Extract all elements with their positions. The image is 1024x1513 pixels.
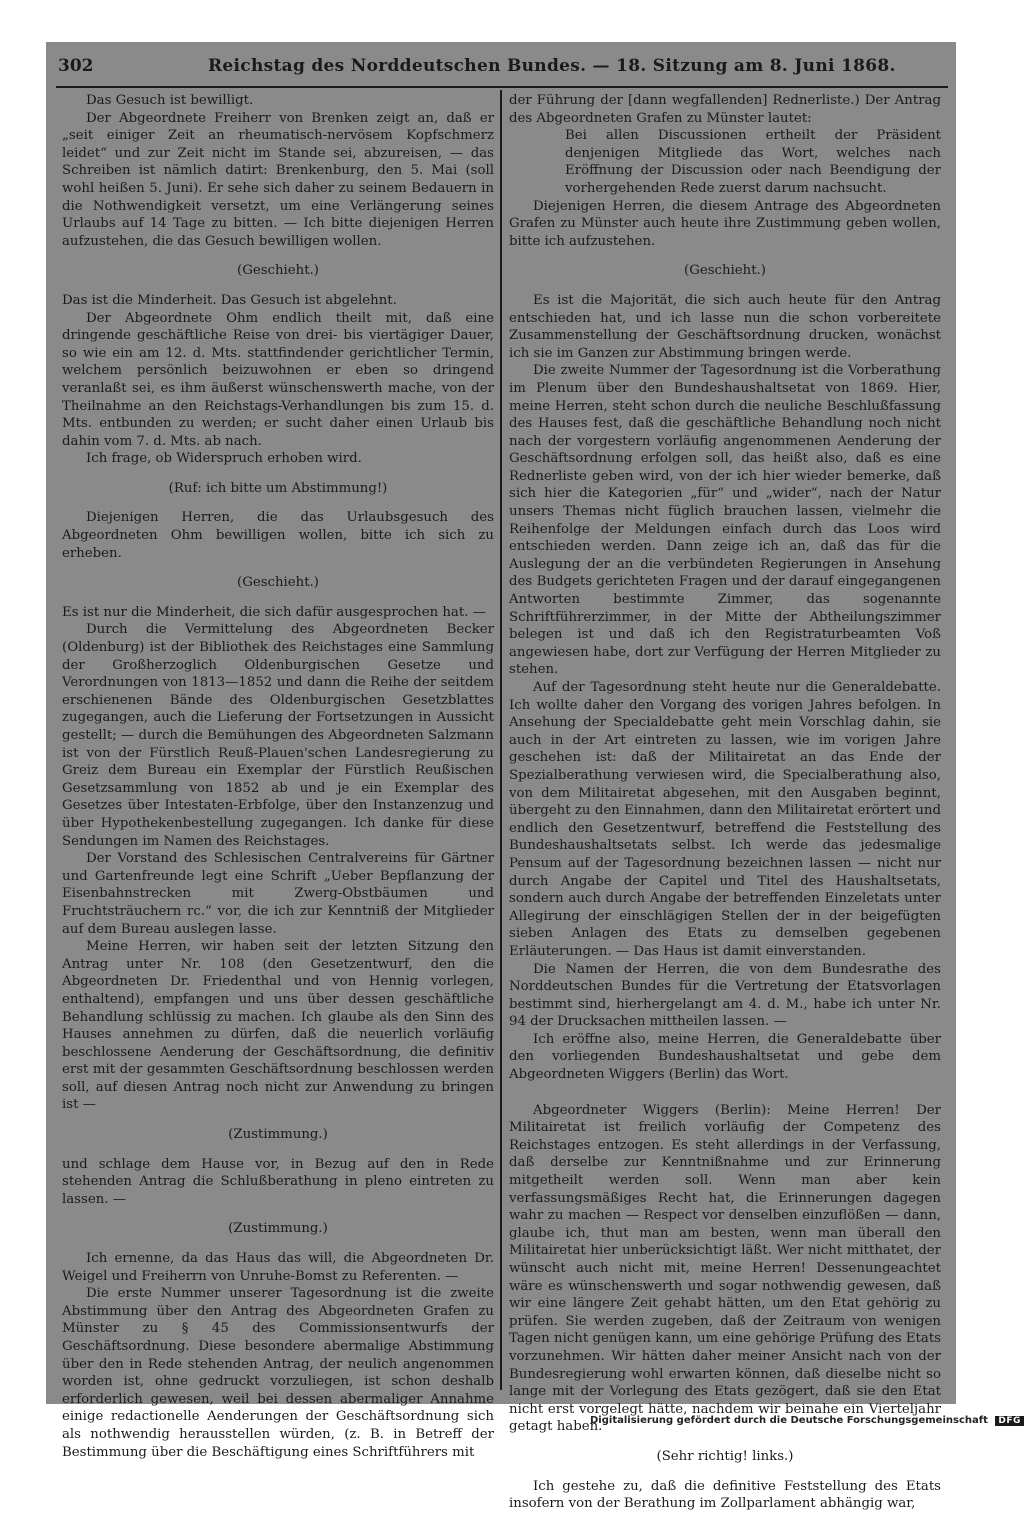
- paragraph: Ich frage, ob Widerspruch erhoben wird.: [86, 451, 362, 467]
- stage-direction: (Ruf: ich bitte um Abstimmung!): [168, 480, 388, 496]
- paragraph: der Führung der [dann wegfallenden] Rednerliste.) Der Antrag des Abgeordneten Grafen zu Münster lautet:: [509, 93, 941, 126]
- paragraph: Der Abgeordnete Ohm endlich theilt mit, daß eine dringende geschäftliche Reise von drei- bis viertägiger Dauer, so wie ein am 12. d. Mts. stattfindender gerichtlicher Termin, welchem persönlich beizuwohnen er eben so dringend veranlaßt sei, es ihm äußerst wünschenswerth mache, von der Theilnahme an den Reichstags-Verhandlungen bis zum 15. d. Mts. entbunden zu werden; er sucht daher einen Urlaub bis dahin vom 7. d. Mts. ab nach.: [62, 310, 494, 449]
- footer-credit: Digitalisierung gefördert durch die Deutsche Forschungsgemeinschaft: [590, 1415, 988, 1426]
- column-divider: [500, 90, 502, 1390]
- paragraph: Das ist die Minderheit. Das Gesuch ist abgelehnt.: [62, 292, 397, 308]
- paragraph: Es ist nur die Minderheit, die sich dafür ausgesprochen hat. —: [62, 604, 486, 620]
- paragraph: Auf der Tagesordnung steht heute nur die Generaldebatte. Ich wollte daher den Vorgang des vorigen Jahres befolgen. In Ansehung der Specialdebatte geht mein Vorschlag dahin, sie auch in der Art eintreten zu lassen, wie im vorigen Jahre geschehen ist: daß der Militairetat an das Ende der Spezialberathung verwiesen wird, die Specialberathung also, von dem Militairetat abgesehen, mit den Ausgaben beginnt, übergeht zu den Einnahmen, dann den Militairetat erörtert und endlich den Gesetzentwurf, betreffend die Feststellung des Bundeshaushaltsetats selbst. Ich werde das jedesmalige Pensum auf der Tagesordnung bezeichnen lassen — nicht nur durch Angabe der Capitel und Titel des Haushaltsetats, sondern auch durch Angabe der betreffenden Einzeletats unter Allegirung der einschlägigen Stellen der in der beigefügten sieben Anlagen des Etats zu demselben gegebenen Erläuterungen. — Das Haus ist damit einverstanden.: [509, 680, 941, 959]
- page-footer: [590, 1415, 1021, 1429]
- paragraph: und schlage dem Hause vor, in Bezug auf den in Rede stehenden Antrag die Schlußberathung in pleno eintreten zu lassen. —: [62, 1156, 494, 1207]
- paragraph: Die erste Nummer unserer Tagesordnung ist die zweite Abstimmung über den Antrag des Abgeordneten Grafen zu Münster zu § 45 des Commissionsentwurfs der Geschäftsordnung. Diese besondere abermalige Abstimmung über den in Rede stehenden Antrag, der neulich angenommen worden ist, ohne gedruckt vorzuliegen, ist schon deshalb erforderlich gewesen, weil bei dessen abermaliger Annahme einige redactionelle Aenderungen der Geschäftsordnung sich als nothwendig herausstellen würden, (z. B. in Betreff der Bestimmung über die Beschäftigung eines Schriftführers mit: [62, 1286, 494, 1460]
- paragraph: Durch die Vermittelung des Abgeordneten Becker (Oldenburg) ist der Bibliothek des Reichstages eine Sammlung der Großherzoglich Oldenburgischen Gesetze und Verordnungen von 1813—1852 und dann die Reihe der seitdem erschienenen Bände des Oldenburgischen Gesetzblattes zugegangen, auch die Lieferung der Fortsetzungen in Aussicht gestellt; — durch die Bemühungen des Abgeordneten Salzmann ist von der Fürstlich Reuß-Plauen'schen Landesregierung zu Greiz dem Bureau ein Exemplar der Fürstlich Reußischen Gesetzsammlung von 1852 ab und je ein Exemplar des Gesetzes über Intestaten-Erbfolge, über den Instanzenzug und über Hypothekenbestellung zugegangen. Ich danke für diese Sendungen im Namen des Reichstages.: [62, 622, 494, 849]
- stage-direction: (Sehr richtig! links.): [656, 1448, 794, 1464]
- page-header: [58, 56, 948, 84]
- stage-direction: (Geschieht.): [237, 575, 319, 591]
- stage-direction: (Zustimmung.): [228, 1127, 328, 1143]
- page-number: 302: [58, 56, 94, 76]
- paragraph: Ich ernenne, da das Haus das will, die Abgeordneten Dr. Weigel und Freiherrn von Unruhe-Bomst zu Referenten. —: [62, 1251, 494, 1284]
- paragraph: Ich gestehe zu, daß die definitive Feststellung des Etats insofern von der Berathung im Zollparlament abhängig war,: [509, 1478, 941, 1512]
- header-rule: [56, 86, 948, 88]
- stage-direction: (Geschieht.): [684, 263, 766, 279]
- left-column: [62, 92, 494, 1460]
- paragraph: Diejenigen Herren, die das Urlaubsgesuch des Abgeordneten Ohm bewilligen wollen, bitte ich sich zu erheben.: [62, 510, 494, 561]
- paragraph: Meine Herren, wir haben seit der letzten Sitzung den Antrag unter Nr. 108 (den Gesetzentwurf, den die Abgeordneten Dr. Friedenthal und von Hennig vorlegen, enthaltend), empfangen und uns über dessen geschäftliche Behandlung schlüssig zu machen. Ich glaube als den Sinn des Hauses annehmen zu dürfen, daß die neuerlich vorläufig beschlossene Aenderung der Geschäftsordnung, die definitiv erst mit der gesammten Geschäftsordnung beschlossen werden soll, auf diesen Antrag noch nicht zur Anwendung zu bringen ist —: [62, 939, 494, 1113]
- dfg-logo: DFG: [995, 1416, 1024, 1426]
- paragraph: Es ist die Majorität, die sich auch heute für den Antrag entschieden hat, und ich lasse nun die schon vorbereitete Zusammenstellung der Geschäftsordnung drucken, wonächst ich sie im Ganzen zur Abstimmung bringen werde.: [509, 292, 941, 361]
- stage-direction: (Zustimmung.): [228, 1221, 328, 1237]
- paragraph: Bei allen Discussionen ertheilt der Präsident denjenigen Mitgliede das Wort, welches nach Eröffnung der Discussion oder nach Beendigung der vorhergehenden Rede zuerst darum nachsucht.: [565, 128, 941, 196]
- paragraph: Ich eröffne also, meine Herren, die Generaldebatte über den vorliegenden Bundeshaushaltsetat und gebe dem Abgeordneten Wiggers (Berlin) das Wort.: [509, 1031, 941, 1083]
- paragraph: Diejenigen Herren, die diesem Antrage des Abgeordneten Grafen zu Münster auch heute ihre Zustimmung geben wollen, bitte ich aufzustehen.: [509, 198, 941, 249]
- paragraph: Die zweite Nummer der Tagesordnung ist die Vorberathung im Plenum über den Bundeshaushaltsetat von 1869. Hier, meine Herren, steht schon durch die neuliche Beschlußfassung des Hauses fest, daß die geschäftliche Behandlung noch nicht nach der vorgestern vorläufig angenommenen Aenderung der Geschäftsordnung erfolgen soll, das heißt also, daß es eine Rednerliste geben wird, von der ich hier wieder bemerke, daß sich hier die Kategorien „für“ und „wider“, nach der Natur unsers Themas nicht füglich brauchen lassen, vielmehr die Reihenfolge der Meldungen einfach durch das Loos wird entschieden werden. Dann zeige ich an, daß das für die Auslegung der an die verbündeten Regierungen in Ansehung des Budgets gerichteten Fragen und der darauf eingegangenen Antworten bestimmte Zimmer, das sogenannte Schriftführerzimmer, in der Mitte der Abtheilungszimmer belegen ist und daß ich den Registraturbeamten Voß angewiesen habe, dort zur Verfügung der Herren Mitglieder zu stehen.: [509, 363, 941, 678]
- paragraph: Der Abgeordnete Freiherr von Brenken zeigt an, daß er „seit einiger Zeit an rheumatisch-nervösem Kopfschmerz leidet“ und zur Zeit nicht im Stande sei, abzureisen, — das Schreiben ist nämlich datirt: Brenkenburg, den 5. Mai (soll wohl heißen 5. Juni). Er sehe sich daher zu seinem Bedauern in die Nothwendigkeit versetzt, um eine Verlängerung seines Urlaubs auf 14 Tage zu bitten. — Ich bitte diejenigen Herren aufzustehen, die das Gesuch bewilligen wollen.: [62, 110, 494, 249]
- stage-direction: (Geschieht.): [237, 263, 319, 279]
- paragraph: Der Vorstand des Schlesischen Centralvereins für Gärtner und Gartenfreunde legt eine Schrift „Ueber Bepflanzung der Eisenbahnstrecken mit Zwerg-Obstbäumen und Fruchtsträuchern rc.“ vor, die ich zur Kenntniß der Mitglieder auf dem Bureau auslegen lasse.: [62, 851, 494, 937]
- running-title: Reichstag des Norddeutschen Bundes. — 18. Sitzung am 8. Juni 1868.: [208, 56, 896, 76]
- paragraph: Die Namen der Herren, die von dem Bundesrathe des Norddeutschen Bundes für die Vertretung der Etatsvorlagen bestimmt sind, hierhergelangt am 4. d. M., habe ich unter Nr. 94 der Drucksachen mittheilen lassen. —: [509, 961, 941, 1030]
- paragraph: Abgeordneter Wiggers (Berlin): Meine Herren! Der Militairetat ist freilich vorläufig der Competenz des Reichstages entzogen. Es steht allerdings in der Verfassung, daß derselbe zur Kenntnißnahme und zur Erinnerung mitgetheilt werden soll. Wenn man aber kein verfassungsmäßiges Recht hat, die Erinnerungen dagegen wahr zu machen — Respect vor denselben einzuflößen — dann, glaube ich, thut man am besten, wenn man überall den Militairetat hier unberücksichtigt läßt. Wer nicht mitthatet, der wünscht auch nicht mit, meine Herren! Dessenungeachtet wäre es wünschenswerth und sogar nothwendig gewesen, daß wir eine längere Zeit gehabt hätten, um den Etat gehörig zu prüfen. Sie werden zugeben, daß der Zeitraum von wenigen Tagen nicht genügen kann, um eine gehörige Prüfung des Etats vorzunehmen. Wir hätten daher meiner Ansicht nach von der Bundesregierung wohl erwarten können, daß dieselbe nicht so lange mit der Vorlegung des Etats gezögert, daß sie den Etat nicht erst vorgelegt hätte, nachdem wir beinahe ein Vierteljahr getagt haben.: [509, 1102, 941, 1435]
- paragraph: Das Gesuch ist bewilligt.: [86, 93, 254, 108]
